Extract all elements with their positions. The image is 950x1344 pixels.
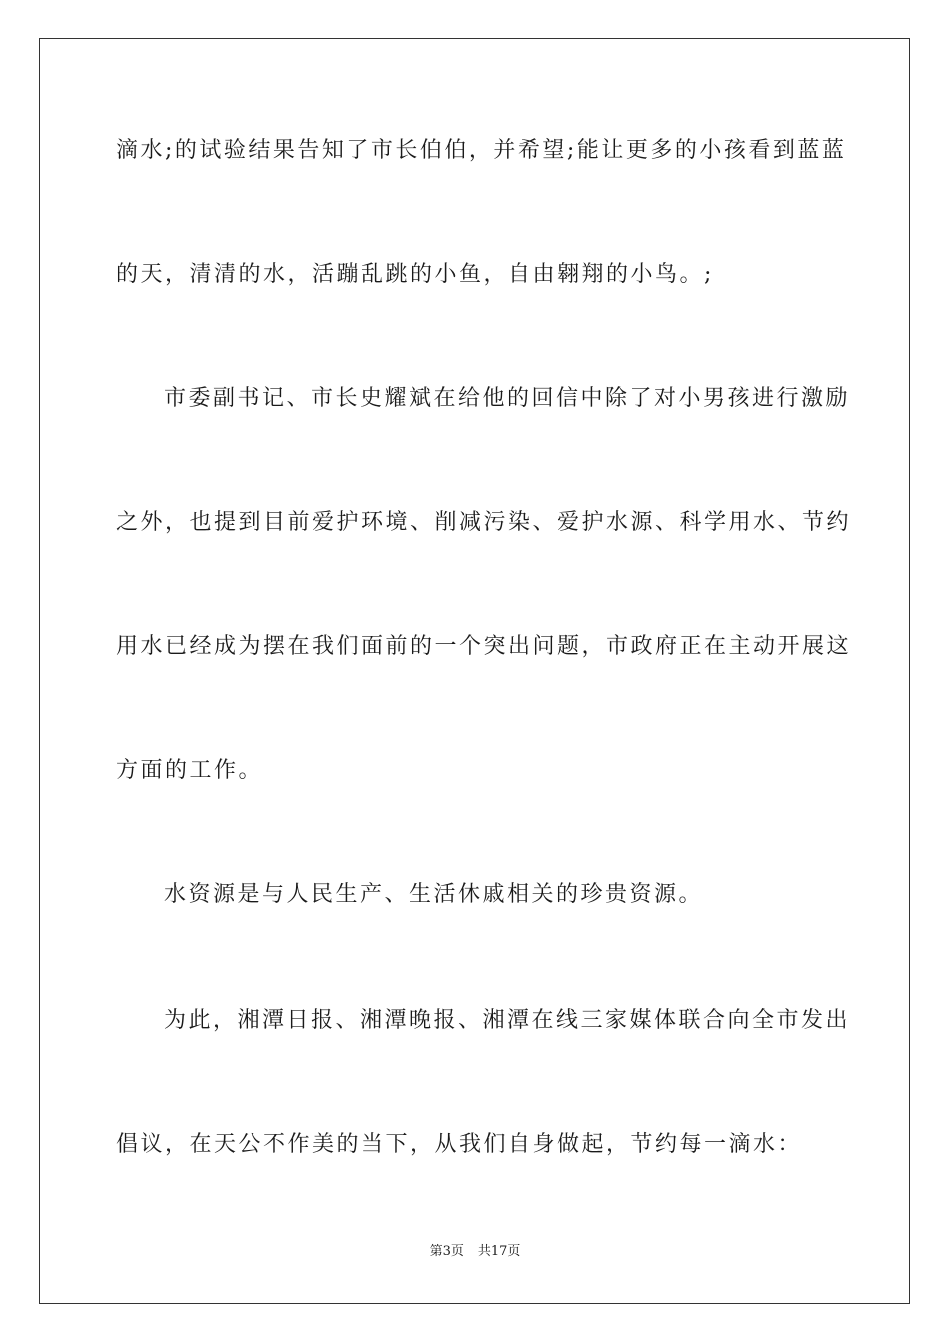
page-footer bbox=[0, 1243, 950, 1261]
body-line-7: 水资源是与人民生产、生活休戚相关的珍贵资源。 bbox=[164, 882, 704, 907]
body-line-5: 用水已经成为摆在我们面前的一个突出问题，市政府正在主动开展这 bbox=[116, 634, 852, 659]
page-total: 共17页 bbox=[477, 1244, 521, 1259]
body-line-6: 方面的工作。 bbox=[116, 758, 264, 783]
body-line-4: 之外，也提到目前爱护环境、削减污染、爱护水源、科学用水、节约 bbox=[116, 510, 852, 535]
page-frame bbox=[39, 38, 910, 1304]
body-line-2: 的天，清清的水，活蹦乱跳的小鱼，自由翱翔的小鸟。; bbox=[116, 262, 714, 287]
body-line-1: 滴水;的试验结果告知了市长伯伯，并希望;能让更多的小孩看到蓝蓝 bbox=[116, 138, 847, 163]
page-number: 第3页 bbox=[429, 1244, 464, 1259]
body-line-3: 市委副书记、市长史耀斌在给他的回信中除了对小男孩进行激励 bbox=[164, 386, 851, 411]
body-line-9: 倡议，在天公不作美的当下，从我们自身做起，节约每一滴水： bbox=[116, 1132, 803, 1157]
body-line-8: 为此，湘潭日报、湘潭晚报、湘潭在线三家媒体联合向全市发出 bbox=[164, 1008, 851, 1033]
